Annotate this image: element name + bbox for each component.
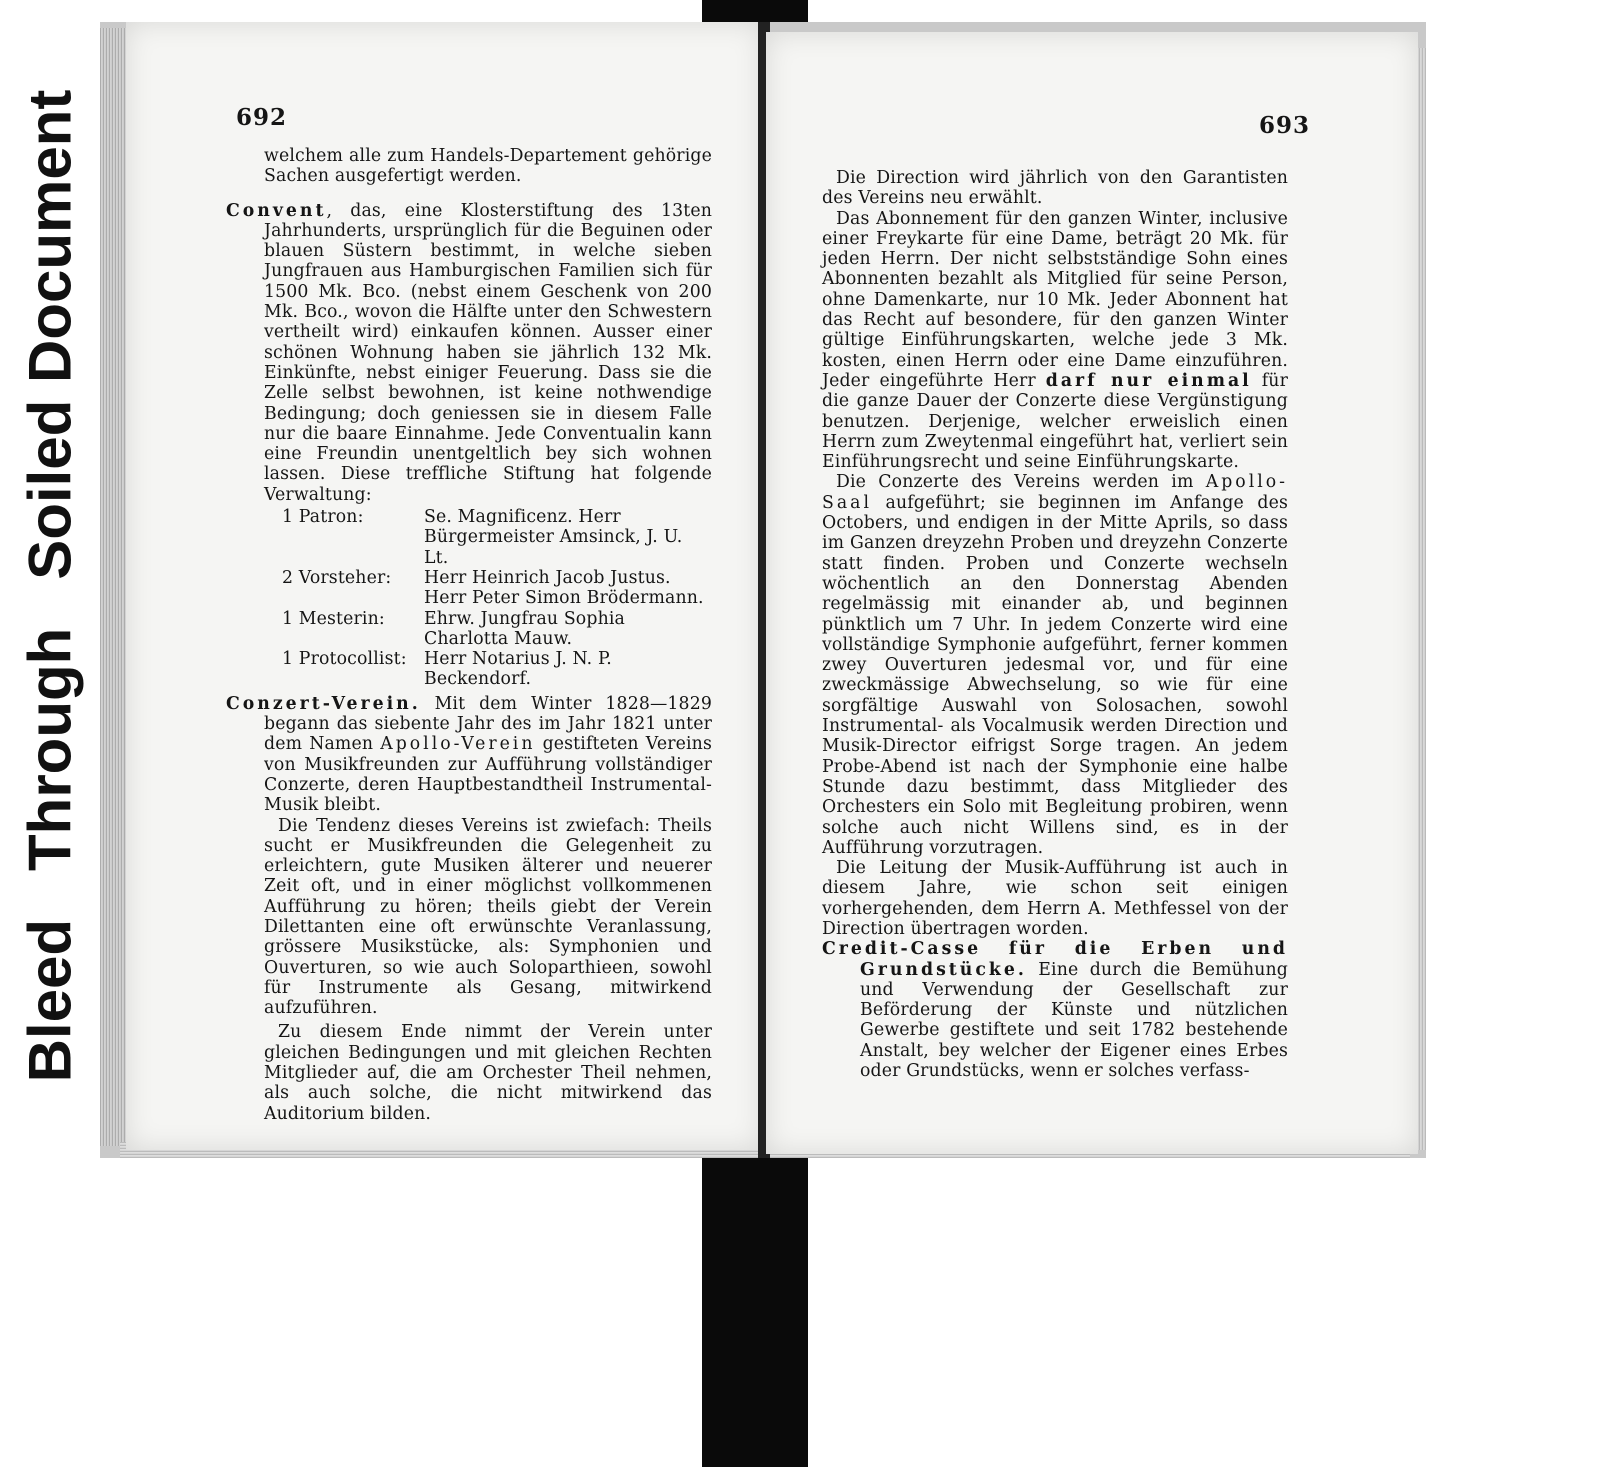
left-page-text xyxy=(226,146,712,1124)
conzert-verein-body-2: gestifteten Vereins von Musikfreunden zur Aufführung vollständiger Conzerte, deren Hauptbestandtheil Instrumental-Musik bleibt. xyxy=(264,734,712,816)
open-book xyxy=(100,22,1426,1158)
conzert-verein-heading: Conzert-Verein. xyxy=(226,693,421,714)
direction-paragraph: Die Direction wird jährlich von den Garantisten des Vereins neu erwählt. xyxy=(822,168,1288,209)
conzert-verein-body-1: Mit dem Winter 1828—1829 begann das siebente Jahr des im Jahr 1821 unter dem Namen xyxy=(264,693,712,755)
conzerte-body-2: aufgeführt; sie beginnen im Anfange des Octobers, und endigen in der Mitte Aprils, so dass im Ganzen dreyzehn Proben und dreyzehn Conzerte statt finden. Proben und Conzerte wechseln wöchentlich an den Donnerstag Abenden regelmässig mit einander ab, und beginnen pünktlich um 7 Uhr. In jedem Conzerte wird eine vollständige Symphonie aufgeführt, ferner kommen zwey Ouverturen jedesmal vor, und für eine zweckmässige Abwechselung, so wie für eine sorgfältige Auswahl von Solosachen, sowohl Instrumental- als Vocalmusik werden Direction und Musik-Director eifrigst Sorge tragen. An jedem Probe-Abend ist nach der Symphonie eine halbe Stunde dazu bestimmt, dass Mitglieder des Orchesters ein Solo mit Begleitung probiren, wenn solche auch nicht Willens sind, es in der Aufführung vorzutragen. xyxy=(822,492,1288,858)
continuation-paragraph: welchem alle zum Handels-Departement gehörige Sachen ausgefertigt werden. xyxy=(264,146,712,187)
staff-role: 1 Patron: xyxy=(282,507,364,528)
credit-casse-body: Eine durch die Bemühung und Verwendung der Gesellschaft zur Beförderung der Künste und nützlichen Gewerbe gestiftete und seit 1782 bestehende Anstalt, bey welcher der Eigener eines Erbes oder Grundstücks, wenn er solches verfass- xyxy=(860,959,1288,1082)
abonnement-body-1: Das Abonnement für den ganzen Winter, inclusive einer Freykarte für eine Dame, beträgt 20 Mk. für jeden Herrn. Der nicht selbstständige Sohn eines Abonnenten bezahlt als Mitglied für seine Person, ohne Damenkarte, nur 10 Mk. Jeder Abonnent hat das Recht auf besondere, für den ganzen Winter gültige Einführungskarten, welche jede 3 Mk. kosten, einen Herrn oder eine Dame einzuführen. Jeder eingeführte Herr xyxy=(822,208,1288,391)
apollo-saal-name: Apollo-Saal xyxy=(822,472,1288,513)
staff-name: Ehrw. Jungfrau Sophia Charlotta Mauw. xyxy=(424,608,625,649)
staff-name: Herr Heinrich Jacob Justus. xyxy=(424,567,671,588)
staff-role: 2 Vorsteher: xyxy=(282,567,392,588)
staff-name: Se. Magnificenz. Herr Bürgermeister Amsinck, J. U. Lt. xyxy=(424,507,683,568)
side-label-word-bleed: Bleed xyxy=(16,918,84,1083)
right-page xyxy=(766,32,1418,1154)
side-label-text xyxy=(16,90,85,1083)
left-page xyxy=(126,22,762,1150)
apollo-verein-name: Apollo-Verein xyxy=(380,734,536,755)
darf-nur-einmal-emphasis: darf nur einmal xyxy=(1045,370,1252,391)
conzerte-body-1: Die Conzerte des Vereins werden im xyxy=(836,472,1206,493)
side-label-word-through: Through xyxy=(16,627,84,871)
convent-staff-list xyxy=(282,507,712,690)
credit-casse-heading: Credit-Casse für die Erben und Grundstücke. xyxy=(822,939,1288,980)
convent-entry xyxy=(226,200,712,505)
tendenz-paragraph: Die Tendenz dieses Vereins ist zwiefach: Theils sucht er Musikfreunden die Gelegenheit zu erleichtern, gute Musiken älterer und neuerer Zeit oft, und in einer möglichst vollkommenen Aufführung zu hören; theils giebt der Verein Dilettanten eine oft erwünschte Veranlassung, grössere Musikstücke, als: Symphonien und Ouverturen, so wie auch Soloparthieen, sowohl für Instrumente als Gesang, mitwirkend aufzuführen. xyxy=(264,815,712,1019)
right-page-text xyxy=(822,168,1288,1081)
staff-role: 1 Mesterin: xyxy=(282,608,385,629)
staff-name: Herr Peter Simon Brödermann. xyxy=(424,588,704,609)
conzert-verein-entry xyxy=(226,693,712,816)
abonnement-paragraph xyxy=(822,209,1288,473)
page-edges-left xyxy=(100,28,126,1146)
credit-casse-entry xyxy=(822,939,1288,1082)
conzerte-paragraph xyxy=(822,472,1288,858)
staff-role: 1 Protocollist: xyxy=(282,649,407,670)
side-label-word-soiled: Soiled Document xyxy=(16,89,84,580)
page-number-left: 692 xyxy=(236,104,288,131)
staff-name: Herr Notarius J. N. P. Beckendorf. xyxy=(424,649,612,690)
convent-heading: Convent xyxy=(226,200,327,221)
leitung-paragraph: Die Leitung der Musik-Aufführung ist auch in diesem Jahre, wie schon seit einigen vorhergehenden, dem Herrn A. Methfessel von der Direction übertragen worden. xyxy=(822,858,1288,939)
abonnement-body-2: für die ganze Dauer der Conzerte diese Vergünstigung benutzen. Derjenige, welcher erweislich einen Herrn zum Zweytenmal eingeführt hat, verliert sein Einführungsrecht und seine Einführungskarte. xyxy=(822,370,1288,473)
side-label xyxy=(0,58,100,1115)
staff-role xyxy=(282,588,420,608)
page-number-right: 693 xyxy=(1258,112,1310,139)
spine-strip-bottom xyxy=(702,1158,808,1467)
convent-body: , das, eine Klosterstiftung des 13ten Jahrhunderts, ursprünglich für die Beguinen oder blauen Süstern bestimmt, in welche sieben Jungfrauen aus Hamburgischen Familien sich für 1500 Mk. Bco. (nebst einem Geschenk von 200 Mk. Bco., wovon die Hälfte unter den Schwestern vertheilt wird) einkaufen können. Ausser einer schönen Wohnung haben sie jährlich 132 Mk. Einkünfte, nebst einiger Feuerung. Dass sie die Zelle selbst bewohnen, ist keine nothwendige Bedingung; doch geniessen sie in diesem Falle nur die baare Einnahme. Jede Conventualin kann eine Freundin unentgeltlich bey sich wohnen lassen. Diese treffliche Stiftung hat folgende Verwaltung: xyxy=(264,200,712,505)
zweck-paragraph: Zu diesem Ende nimmt der Verein unter gleichen Bedingungen und mit gleichen Rechten Mitglieder auf, die am Orchester Theil nehmen, als auch solche, die nicht mitwirkend das Auditorium bilden. xyxy=(264,1022,712,1124)
